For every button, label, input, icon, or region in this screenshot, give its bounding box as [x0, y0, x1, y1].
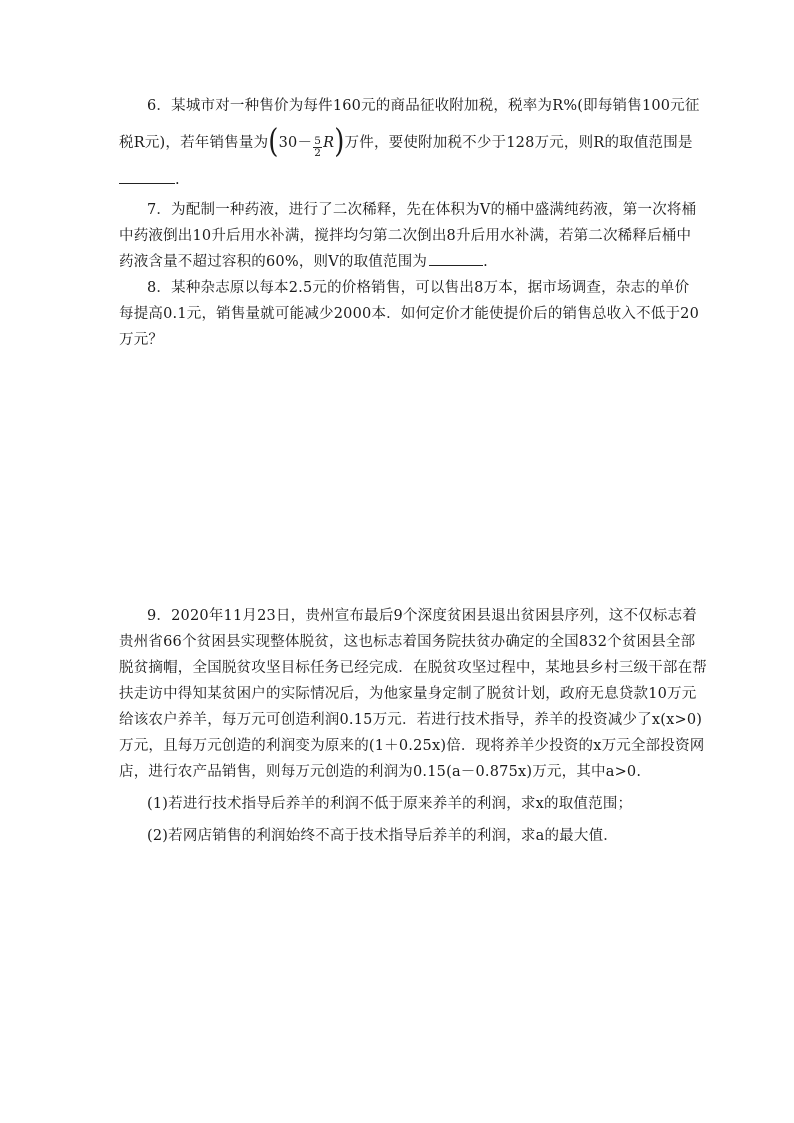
q6-line-1: 6．某城市对一种售价为每件160元的商品征收附加税，税率为R%(即每销售100元征: [147, 98, 700, 114]
q6-line-2-start: 税R元)，若年销售量为: [119, 135, 269, 151]
q9-line-1: 9．2020年11月23日，贵州宣布最后9个深度贫困县退出贫困县序列，这不仅标志着: [147, 608, 697, 624]
right-paren: ): [334, 123, 345, 161]
q6-expr-r: R: [323, 135, 335, 151]
q9-line-6: 万元，且每万元创造的利润变为原来的(1＋0.25x)倍．现将养羊少投资的x万元全部投资网: [119, 738, 705, 754]
q6-period: .: [175, 172, 180, 188]
q9-part-2: (2)若网店销售的利润始终不高于技术指导后养羊的利润，求a的最大值．: [147, 828, 618, 844]
q9-part-1: (1)若进行技术指导后养羊的利润不低于原来养羊的利润，求x的取值范围；: [147, 796, 633, 812]
q8-line-1: 8．某种杂志原以每本2.5元的价格销售，可以售出8万本，据市场调查，杂志的单价: [147, 280, 690, 296]
q9-line-7: 店，进行农产品销售，则每万元创造的利润为0.15(a－0.875x)万元，其中a>0.: [119, 764, 642, 780]
fraction-numerator: 5: [314, 135, 322, 147]
q9-line-2: 贵州省66个贫困县实现整体脱贫，这也标志着国务院扶贫办确定的全国832个贫困县全部: [119, 634, 696, 650]
fraction: [313, 136, 322, 159]
answer-blank-q7[interactable]: [429, 253, 483, 266]
q6-expr-a: 30－: [278, 135, 313, 151]
q8-line-3: 万元？: [119, 332, 164, 348]
q7-line-3: [119, 252, 679, 272]
q7-line-2: 中药液倒出10升后用水补满，搅拌均匀第二次倒出8升后用水补满，若第二次稀释后桶中: [119, 228, 692, 244]
q7-period: .: [483, 254, 488, 270]
q9-line-3: 脱贫摘帽，全国脱贫攻坚目标任务已经完成．在脱贫攻坚过程中，某地县乡村三级干部在帮: [119, 660, 707, 676]
q9-line-4: 扶走访中得知某贫困户的实际情况后，为他家量身定制了脱贫计划，政府无息贷款10万元: [119, 686, 697, 702]
q6-line-3: [119, 170, 679, 190]
left-paren: (: [268, 123, 279, 161]
q7-line-3-text: 药液含量不超过容积的60%，则V的取值范围为: [119, 254, 428, 270]
q7-line-1: 7．为配制一种药液，进行了二次稀释，先在体积为V的桶中盛满纯药液，第一次将桶: [147, 202, 697, 218]
fraction-denominator: 2: [314, 147, 322, 159]
q6-line-2: [119, 123, 693, 161]
answer-blank-q6[interactable]: [119, 171, 175, 184]
q6-line-2-end: 万件，要使附加税不少于128万元，则R的取值范围是: [344, 135, 693, 151]
q9-line-5: 给该农户养羊，每万元可创造利润0.15万元．若进行技术指导，养羊的投资减少了x(x>0): [119, 712, 703, 728]
q8-line-2: 每提高0.1元，销售量就可能减少2000本．如何定价才能使提价后的销售总收入不低于20: [119, 306, 700, 322]
